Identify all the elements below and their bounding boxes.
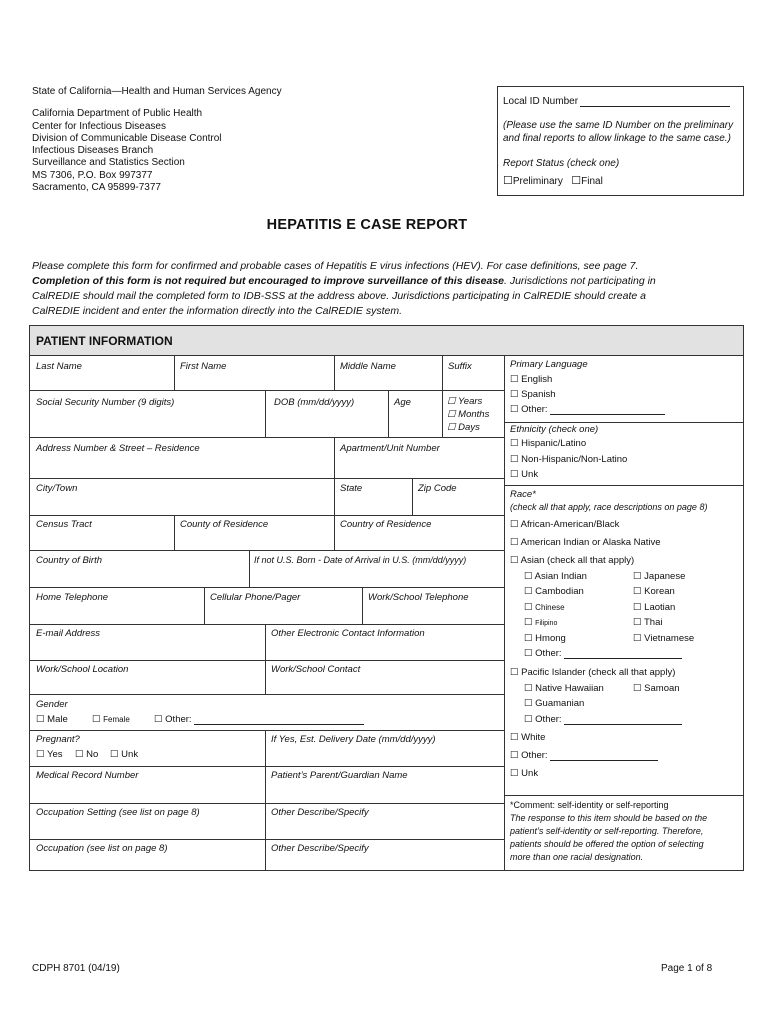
african-american-option[interactable] (510, 519, 619, 530)
country-residence-field[interactable]: Country of Residence (340, 519, 432, 530)
local-id-box (497, 86, 744, 196)
days-label: Days (458, 422, 480, 433)
female-checkbox[interactable]: ☐ (92, 714, 101, 725)
county-residence-field[interactable]: County of Residence (180, 519, 269, 530)
hmong-option[interactable] (524, 633, 566, 644)
local-id-note-line: and final reports to allow linkage to the same case.) (503, 133, 731, 144)
language-other-checkbox[interactable]: ☐ (510, 404, 519, 415)
race-comment-line: more than one racial designation. (510, 852, 644, 862)
male-option[interactable] (36, 714, 68, 725)
thai-option[interactable] (633, 617, 662, 628)
thai-label: Thai (644, 617, 663, 628)
years-label: Years (458, 396, 483, 407)
last-name-field[interactable]: Last Name (36, 361, 82, 372)
spanish-label: Spanish (521, 389, 556, 400)
filipino-option[interactable] (524, 617, 557, 628)
female-label: Female (103, 715, 130, 724)
hispanic-label: Hispanic/Latino (521, 438, 587, 449)
other-gender-label: Other: (165, 714, 192, 725)
agency-line: Sacramento, CA 95899-7377 (32, 182, 161, 194)
occupation-setting-field[interactable]: Occupation Setting (see list on page 8) (36, 807, 200, 818)
asian-other-checkbox[interactable]: ☐ (524, 648, 533, 659)
non-hispanic-option[interactable] (510, 454, 627, 465)
cambodian-checkbox[interactable]: ☐ (524, 586, 533, 597)
race-note: (check all that apply, race descriptions on page 8) (510, 502, 708, 512)
white-checkbox[interactable]: ☐ (510, 732, 519, 743)
cambodian-label: Cambodian (535, 586, 584, 597)
african-american-checkbox[interactable]: ☐ (510, 519, 519, 530)
other-gender-input[interactable] (194, 714, 364, 725)
asian-checkbox[interactable]: ☐ (510, 555, 519, 566)
hispanic-checkbox[interactable]: ☐ (510, 438, 519, 449)
months-label: Months (458, 409, 490, 420)
days-checkbox[interactable]: ☐ (447, 422, 456, 433)
work-location-field[interactable]: Work/School Location (36, 664, 129, 675)
race-other-label: Other: (521, 750, 548, 761)
yes-label: Yes (47, 749, 63, 760)
race-other-input[interactable] (550, 750, 658, 761)
filipino-checkbox[interactable]: ☐ (524, 617, 533, 628)
pacific-islander-option[interactable] (510, 667, 675, 678)
guamanian-option[interactable] (524, 698, 584, 709)
race-label: Race* (510, 489, 536, 500)
agency-line: Division of Communicable Disease Control (32, 132, 222, 144)
census-tract-field[interactable]: Census Tract (36, 519, 92, 530)
asian-indian-option[interactable] (524, 571, 587, 582)
unk-checkbox[interactable]: ☐ (110, 749, 119, 760)
preliminary-checkbox[interactable]: ☐ (503, 175, 513, 187)
native-hawaiian-option[interactable] (524, 683, 604, 694)
days-option[interactable] (447, 422, 480, 433)
asian-other-label: Other: (535, 648, 562, 659)
intro-text (32, 259, 738, 319)
american-indian-checkbox[interactable]: ☐ (510, 537, 519, 548)
thai-checkbox[interactable]: ☐ (633, 617, 642, 628)
local-id-note-line: (Please use the same ID Number on the preliminary (503, 120, 734, 131)
cellular-phone-field[interactable]: Cellular Phone/Pager (210, 592, 301, 603)
ethnicity-unk-option[interactable] (510, 469, 538, 480)
male-checkbox[interactable]: ☐ (36, 714, 45, 725)
zip-field[interactable]: Zip Code (418, 483, 457, 494)
japanese-option[interactable] (633, 571, 685, 582)
asian-label: Asian (check all that apply) (520, 555, 635, 566)
intro-line: CalREDIE incident and enter the information directly into the CalREDIE system. (32, 305, 402, 317)
samoan-checkbox[interactable]: ☐ (633, 683, 642, 694)
laotian-label: Laotian (644, 602, 676, 613)
local-id-row (503, 96, 730, 107)
american-indian-label: American Indian or Alaska Native (520, 537, 661, 548)
asian-other-option[interactable] (524, 648, 682, 659)
filipino-label: Filipino (535, 620, 558, 627)
years-option[interactable] (447, 396, 482, 407)
hmong-checkbox[interactable]: ☐ (524, 633, 533, 644)
race-unk-option[interactable] (510, 768, 538, 779)
language-other-label: Other: (521, 404, 548, 415)
korean-checkbox[interactable]: ☐ (633, 586, 642, 597)
no-label: No (86, 749, 99, 760)
ssn-field[interactable]: Social Security Number (9 digits) (36, 397, 175, 408)
months-checkbox[interactable]: ☐ (447, 409, 456, 420)
work-telephone-field[interactable]: Work/School Telephone (368, 592, 469, 603)
form-id: CDPH 8701 (04/19) (32, 963, 120, 974)
vietnamese-checkbox[interactable]: ☐ (633, 633, 642, 644)
white-option[interactable] (510, 732, 545, 743)
laotian-option[interactable] (633, 602, 675, 613)
vietnamese-label: Vietnamese (644, 633, 695, 644)
intro-rest: . Jurisdictions not participating in (504, 275, 656, 287)
other-gender-checkbox[interactable]: ☐ (154, 714, 163, 725)
native-hawaiian-label: Native Hawaiian (535, 683, 604, 694)
local-id-input[interactable] (580, 96, 730, 107)
asian-indian-checkbox[interactable]: ☐ (524, 571, 533, 582)
suffix-field[interactable]: Suffix (448, 361, 472, 372)
pregnant-unk-option[interactable] (110, 749, 138, 760)
asian-option[interactable] (510, 555, 634, 566)
local-id-label: Local ID Number (503, 96, 579, 107)
race-comment-line: patient’s self-identity or self-reporting. Therefore, (510, 826, 704, 836)
home-telephone-field[interactable]: Home Telephone (36, 592, 109, 603)
english-option[interactable] (510, 374, 552, 385)
unk-label: Unk (121, 749, 139, 760)
english-label: English (521, 374, 553, 385)
chinese-checkbox[interactable]: ☐ (524, 602, 533, 613)
ethnicity-unk-checkbox[interactable]: ☐ (510, 469, 519, 480)
dob-field[interactable]: DOB (mm/dd/yyyy) (274, 397, 355, 408)
country-birth-field[interactable]: Country of Birth (36, 555, 102, 566)
language-other-option[interactable] (510, 404, 665, 415)
agency-line: Infectious Diseases Branch (32, 145, 154, 157)
pacific-islander-checkbox[interactable]: ☐ (510, 667, 519, 678)
race-comment-line: The response to this item should be based on the (510, 813, 708, 823)
native-hawaiian-checkbox[interactable]: ☐ (524, 683, 533, 694)
first-name-field[interactable]: First Name (180, 361, 227, 372)
intro-line: CalREDIE should mail the completed form to IDB-SSS at the address above. Jurisdictions participating in CalREDIE should create a (32, 290, 646, 302)
race-unk-checkbox[interactable]: ☐ (510, 768, 519, 779)
race-other-checkbox[interactable]: ☐ (510, 750, 519, 761)
race-unk-label: Unk (521, 768, 539, 779)
pacific-other-input[interactable] (564, 714, 682, 725)
spanish-checkbox[interactable]: ☐ (510, 389, 519, 400)
address-field[interactable]: Address Number & Street – Residence (36, 443, 200, 454)
other-describe-field-1[interactable]: Other Describe/Specify (271, 807, 369, 818)
cambodian-option[interactable] (524, 586, 584, 597)
spanish-option[interactable] (510, 389, 556, 400)
final-checkbox[interactable]: ☐ (571, 175, 582, 187)
page-title: HEPATITIS E CASE REPORT (266, 217, 468, 233)
state-field[interactable]: State (340, 483, 363, 494)
arrival-date-field[interactable]: If not U.S. Born - Date of Arrival in U.S. (mm/dd/yyyy) (254, 555, 467, 565)
pacific-other-label: Other: (535, 714, 562, 725)
language-other-input[interactable] (550, 404, 665, 415)
medical-record-field[interactable]: Medical Record Number (36, 770, 139, 781)
korean-label: Korean (644, 586, 675, 597)
korean-option[interactable] (633, 586, 675, 597)
american-indian-option[interactable] (510, 537, 661, 548)
pacific-other-option[interactable] (524, 714, 682, 725)
guamanian-label: Guamanian (535, 698, 585, 709)
page-number: Page 1 of 8 (661, 963, 713, 974)
final-label: Final (581, 176, 603, 187)
hispanic-option[interactable] (510, 438, 586, 449)
japanese-label: Japanese (644, 571, 686, 582)
hmong-label: Hmong (535, 633, 566, 644)
intro-line: Please complete this form for confirmed and probable cases of Hepatitis E virus infections (HEV). For case definitions, see page 7. (32, 260, 639, 272)
age-field[interactable]: Age (394, 397, 411, 408)
race-other-option[interactable] (510, 750, 658, 761)
race-comment-title: *Comment: self-identity or self-reporting (510, 800, 669, 810)
section-title: PATIENT INFORMATION (36, 334, 173, 348)
occupation-field[interactable]: Occupation (see list on page 8) (36, 843, 168, 854)
ethnicity-unk-label: Unk (521, 469, 539, 480)
report-status-label: Report Status (check one) (503, 158, 620, 169)
chinese-label: Chinese (535, 603, 565, 612)
delivery-date-field[interactable]: If Yes, Est. Delivery Date (mm/dd/yyyy) (271, 734, 436, 745)
middle-name-field[interactable]: Middle Name (340, 361, 396, 372)
agency-line: State of California—Health and Human Services Agency (32, 86, 282, 97)
agency-line: California Department of Public Health (32, 108, 203, 120)
work-contact-field[interactable]: Work/School Contact (271, 664, 361, 675)
other-describe-field-2[interactable]: Other Describe/Specify (271, 843, 369, 854)
other-gender-option[interactable] (154, 714, 364, 725)
no-checkbox[interactable]: ☐ (75, 749, 84, 760)
agency-line: Center for Infectious Diseases (32, 120, 166, 132)
japanese-checkbox[interactable]: ☐ (633, 571, 642, 582)
apartment-field[interactable]: Apartment/Unit Number (340, 443, 440, 454)
pacific-other-checkbox[interactable]: ☐ (524, 714, 533, 725)
pregnant-no-option[interactable] (75, 749, 98, 760)
pregnant-label: Pregnant? (36, 734, 80, 745)
city-field[interactable]: City/Town (36, 483, 78, 494)
other-contact-field[interactable]: Other Electronic Contact Information (271, 628, 425, 639)
african-american-label: African-American/Black (520, 519, 620, 530)
agency-line: Surveillance and Statistics Section (32, 157, 185, 169)
section-header (30, 326, 743, 356)
months-option[interactable] (447, 409, 489, 420)
agency-line: MS 7306, P.O. Box 997377 (32, 169, 153, 181)
samoan-label: Samoan (644, 683, 680, 694)
report-status-options (503, 176, 603, 187)
vietnamese-option[interactable] (633, 633, 694, 644)
intro-bold: Completion of this form is not required but encouraged to improve surveillance of this disease (32, 275, 504, 287)
guardian-name-field[interactable]: Patient’s Parent/Guardian Name (271, 770, 408, 781)
chinese-option[interactable] (524, 602, 565, 613)
local-id-note (503, 119, 733, 145)
preliminary-label: Preliminary (512, 176, 563, 187)
non-hispanic-label: Non-Hispanic/Non-Latino (521, 454, 628, 465)
asian-indian-label: Asian Indian (534, 571, 587, 582)
guamanian-checkbox[interactable]: ☐ (524, 698, 533, 709)
primary-language-label: Primary Language (510, 359, 588, 370)
yes-checkbox[interactable]: ☐ (36, 749, 45, 760)
asian-other-input[interactable] (564, 648, 682, 659)
email-field[interactable]: E-mail Address (36, 628, 101, 639)
female-option[interactable] (92, 714, 130, 725)
english-checkbox[interactable]: ☐ (510, 374, 519, 385)
patient-information-form (29, 325, 744, 871)
male-label: Male (47, 714, 68, 725)
samoan-option[interactable] (633, 683, 680, 694)
agency-header (32, 86, 282, 194)
ethnicity-label: Ethnicity (check one) (510, 424, 599, 435)
years-checkbox[interactable]: ☐ (447, 396, 456, 407)
non-hispanic-checkbox[interactable]: ☐ (510, 454, 519, 465)
race-comment-line: patients should be offered the option of selecting (510, 839, 704, 849)
pregnant-yes-option[interactable] (36, 749, 63, 760)
pacific-islander-label: Pacific Islander (check all that apply) (521, 667, 676, 678)
white-label: White (521, 732, 546, 743)
intro-line (32, 274, 738, 289)
laotian-checkbox[interactable]: ☐ (633, 602, 642, 613)
gender-label: Gender (36, 699, 68, 710)
